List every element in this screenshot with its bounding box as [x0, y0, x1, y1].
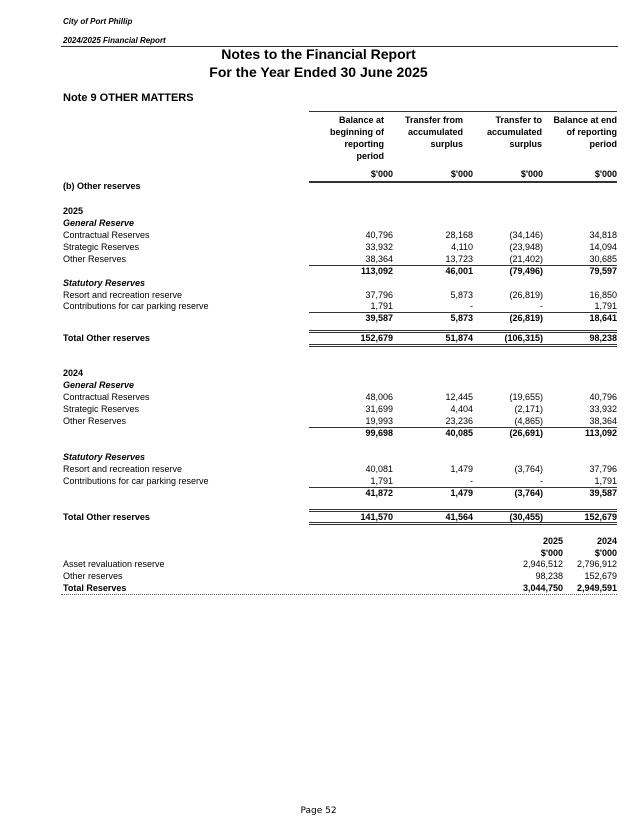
year-2025-heading: 2025 [63, 206, 84, 216]
table-row: Other Reserves 38,364 13,723 (21,402) 30,685 [63, 254, 617, 264]
col-header-transfer-to: Transfer to accumulated surplus [486, 115, 542, 149]
unit-row: $'000 $'000 $'000 $'000 [370, 169, 617, 179]
table-row: Contributions for car parking reserve 1,791 - - 1,791 [63, 301, 617, 311]
table-row: Resort and recreation reserve 40,081 1,479 (3,764) 37,796 [63, 464, 617, 474]
subtotal-row: 41,872 1,479 (3,764) 39,587 [365, 488, 617, 498]
summary-unit-header: $'000 $'000 [540, 548, 617, 558]
summary-row: Asset revaluation reserve 2,946,512 2,796,912 [63, 559, 617, 569]
col-header-transfer-from: Transfer from accumulated surplus [404, 115, 463, 149]
general-reserve-2024-heading: General Reserve [63, 380, 135, 390]
table-row: Contractual Reserves 48,006 12,445 (19,655) 40,796 [63, 392, 617, 402]
col-header-closing: Balance at end of reporting period [553, 115, 617, 149]
summary-total-row: Total Reserves 3,044,750 2,949,591 [63, 583, 617, 593]
table-row: Other Reserves 19,993 23,236 (4,865) 38,364 [63, 416, 617, 426]
total-row-2024: Total Other reserves 141,570 41,564 (30,455) 152,679 [63, 512, 617, 522]
col-header-top-rule [309, 111, 617, 112]
table-row: Contractual Reserves 40,796 28,168 (34,146) 34,818 [63, 230, 617, 240]
subtotal-row: 113,092 46,001 (79,496) 79,597 [360, 266, 617, 276]
year-2024-heading: 2024 [63, 368, 84, 378]
table-row: Resort and recreation reserve 37,796 5,873 (26,819) 16,850 [63, 290, 617, 300]
summary-row: Other reserves 98,238 152,679 [63, 571, 617, 581]
summary-year-header: 2025 2024 [542, 536, 617, 546]
report-name: 2024/2025 Financial Report [63, 36, 166, 45]
section-label: (b) Other reserves [63, 181, 141, 191]
page-number: Page 52 [300, 806, 337, 816]
subtotal-row: 39,587 5,873 (26,819) 18,641 [365, 313, 617, 323]
total-bottom-rule [309, 522, 617, 525]
note-heading: Note 9 OTHER MATTERS [63, 92, 194, 104]
table-row: Strategic Reserves 33,932 4,110 (23,948) 14,094 [63, 242, 617, 252]
general-reserve-2025-heading: General Reserve [63, 218, 135, 228]
col-header-opening: Balance at beginning of reporting period [330, 115, 384, 161]
table-row: Strategic Reserves 31,699 4,404 (2,171) 33,932 [63, 404, 617, 414]
org-name: City of Port Phillip [63, 17, 133, 26]
statutory-reserve-2025-heading: Statutory Reserves [63, 278, 146, 288]
page-subtitle: For the Year Ended 30 June 2025 [209, 64, 428, 80]
total-bottom-rule [309, 344, 617, 347]
page-title: Notes to the Financial Report [221, 46, 416, 62]
subtotal-row: 99,698 40,085 (26,691) 113,092 [365, 428, 617, 438]
total-row-2025: Total Other reserves 152,679 51,874 (106,315) 98,238 [63, 333, 617, 343]
summary-dotted-rule [61, 594, 617, 595]
statutory-reserve-2024-heading: Statutory Reserves [63, 452, 146, 462]
table-row: Contributions for car parking reserve 1,791 - - 1,791 [63, 476, 617, 486]
